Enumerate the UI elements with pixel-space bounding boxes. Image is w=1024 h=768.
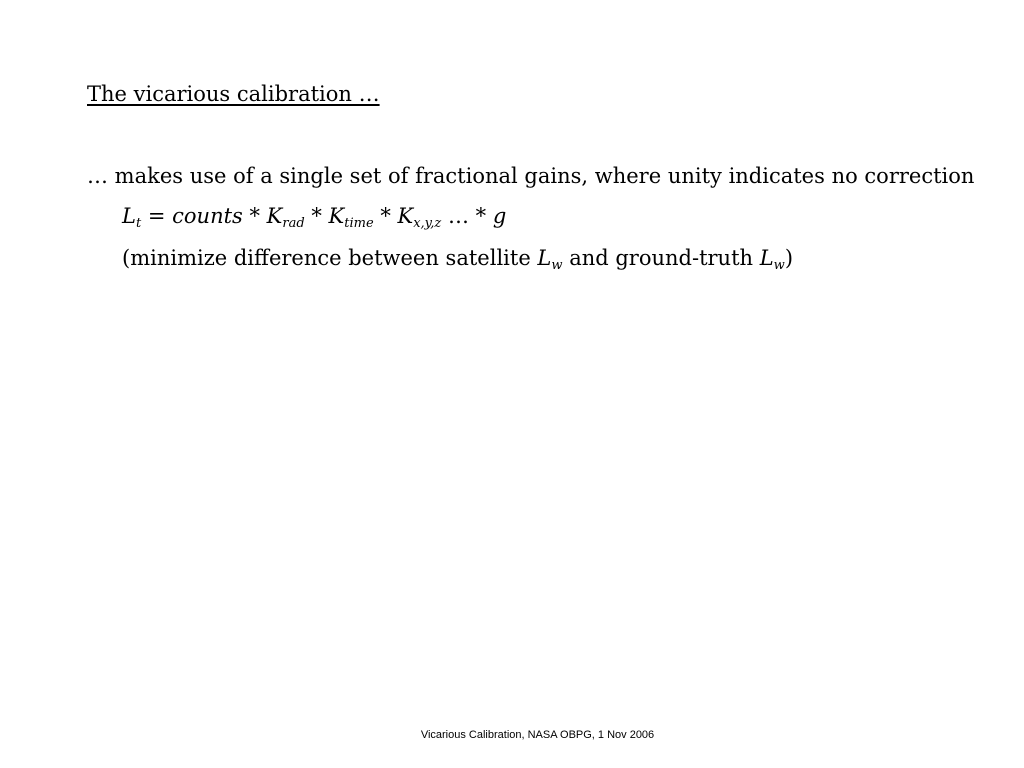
eq-op-3: *: [373, 204, 398, 228]
eq-k-time-symbol: K: [328, 204, 345, 228]
eq-k-time-subscript: time: [344, 216, 374, 231]
eq-op-1: *: [242, 204, 267, 228]
slide-footer: Vicarious Calibration, NASA OBPG, 1 Nov 2006: [420, 729, 655, 741]
calibration-equation: [122, 204, 507, 231]
eq-lt-symbol: L: [122, 204, 136, 228]
note-lw-satellite-subscript: w: [551, 258, 563, 273]
note-lw-ground-symbol: L: [759, 246, 774, 270]
note-lw-ground-subscript: w: [773, 258, 785, 273]
note-middle: and ground-truth: [562, 246, 760, 270]
eq-op-2: *: [304, 204, 329, 228]
eq-counts: counts: [172, 204, 243, 228]
eq-ellipsis-op: … *: [441, 204, 493, 228]
note-lw-satellite-symbol: L: [537, 246, 552, 270]
eq-equals: =: [141, 204, 173, 228]
note-suffix: ): [784, 246, 794, 270]
eq-gain-symbol: g: [492, 204, 507, 228]
minimize-note: [122, 246, 794, 273]
eq-lt-subscript: t: [135, 216, 142, 231]
eq-k-rad-symbol: K: [266, 204, 283, 228]
note-prefix: (minimize difference between satellite: [122, 246, 538, 270]
slide-heading: The vicarious calibration …: [87, 82, 380, 106]
eq-k-xyz-symbol: K: [397, 204, 414, 228]
intro-text: … makes use of a single set of fractional gains, where unity indicates no correction: [87, 164, 975, 188]
eq-k-rad-subscript: rad: [282, 216, 305, 231]
eq-k-xyz-subscript: x,y,z: [413, 216, 442, 231]
